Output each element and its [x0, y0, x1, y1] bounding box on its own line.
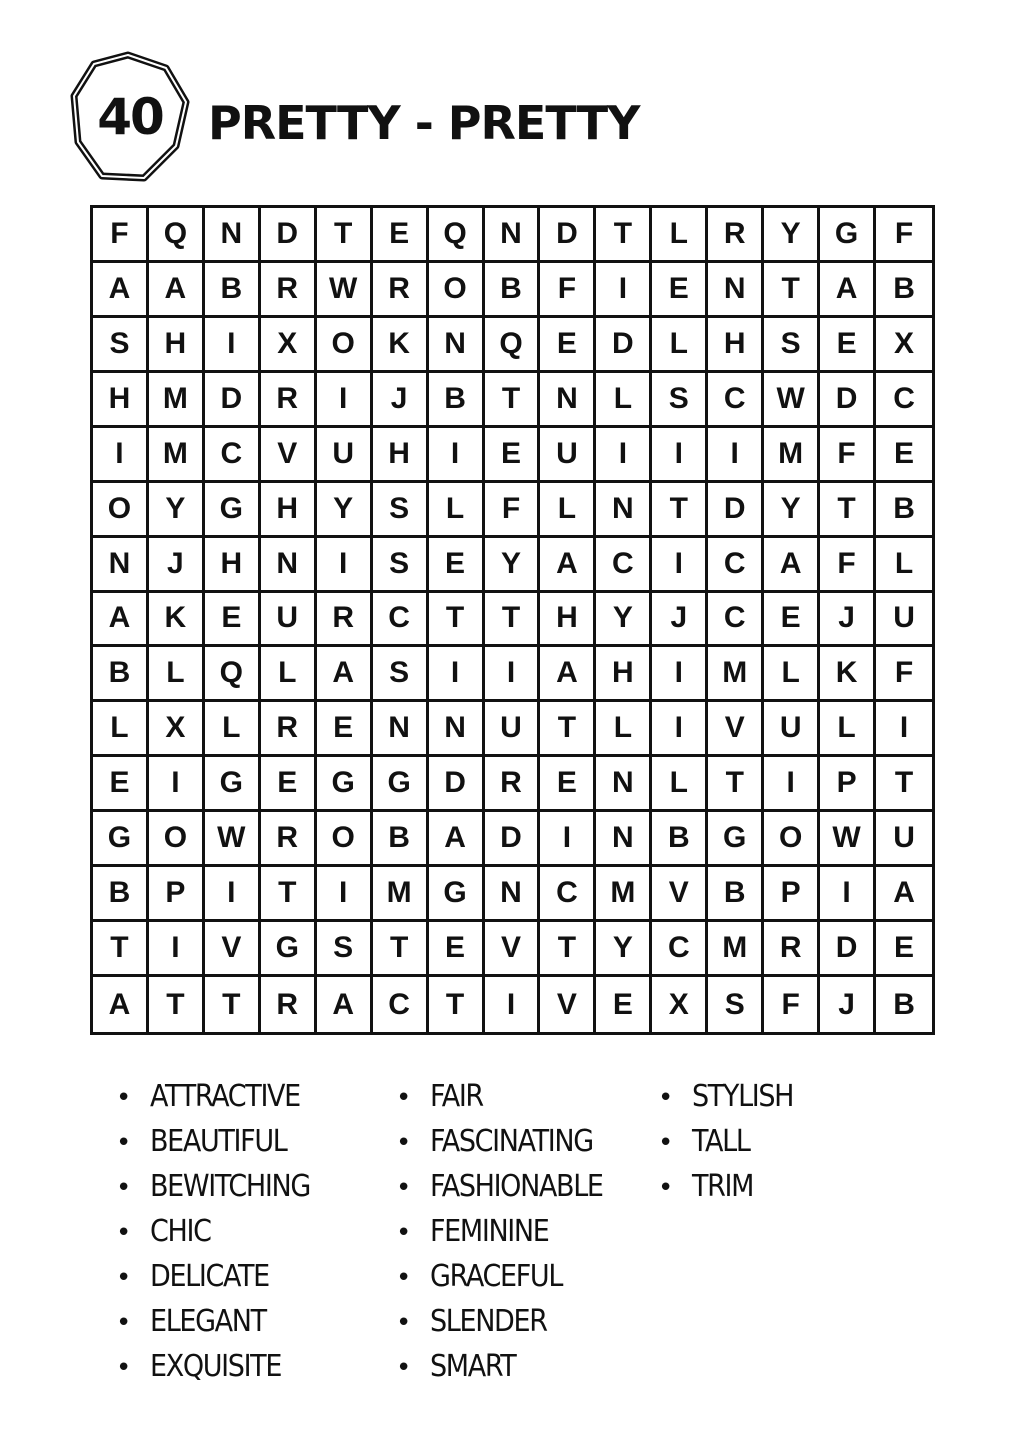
grid-cell[interactable]: I: [708, 428, 764, 483]
grid-cell[interactable]: M: [149, 428, 205, 483]
word-list-item: [116, 1166, 328, 1211]
grid-cell[interactable]: X: [652, 977, 708, 1032]
grid-cell[interactable]: M: [149, 373, 205, 428]
grid-cell[interactable]: T: [93, 922, 149, 977]
word-text: SLENDER: [430, 1304, 547, 1339]
grid-cell[interactable]: T: [652, 483, 708, 538]
grid-cell[interactable]: E: [93, 757, 149, 812]
grid-cell[interactable]: H: [708, 318, 764, 373]
grid-cell[interactable]: P: [820, 757, 876, 812]
grid-cell[interactable]: A: [317, 647, 373, 702]
grid-cell[interactable]: N: [596, 812, 652, 867]
grid-cell[interactable]: T: [429, 977, 485, 1032]
bullet-icon: •: [396, 1128, 412, 1158]
grid-cell[interactable]: D: [820, 922, 876, 977]
grid-cell[interactable]: L: [93, 702, 149, 757]
grid-cell[interactable]: S: [373, 647, 429, 702]
grid-cell[interactable]: E: [317, 702, 373, 757]
word-text: FEMININE: [430, 1214, 549, 1249]
grid-cell[interactable]: T: [708, 757, 764, 812]
grid-cell[interactable]: H: [93, 373, 149, 428]
grid-cell[interactable]: I: [317, 867, 373, 922]
grid-cell[interactable]: B: [652, 812, 708, 867]
grid-cell[interactable]: F: [540, 263, 596, 318]
grid-cell[interactable]: K: [373, 318, 429, 373]
grid-cell[interactable]: N: [93, 538, 149, 593]
grid-cell[interactable]: I: [596, 428, 652, 483]
word-list-item: [116, 1346, 328, 1391]
grid-cell[interactable]: R: [764, 922, 820, 977]
word-text: ELEGANT: [150, 1304, 266, 1339]
grid-cell[interactable]: E: [652, 263, 708, 318]
grid-cell[interactable]: P: [764, 867, 820, 922]
grid-cell[interactable]: D: [708, 483, 764, 538]
grid-cell[interactable]: T: [485, 593, 541, 648]
grid-cell[interactable]: Q: [205, 647, 261, 702]
word-column: [116, 1076, 328, 1391]
word-column: [658, 1076, 804, 1211]
grid-cell[interactable]: L: [652, 757, 708, 812]
grid-cell[interactable]: L: [429, 483, 485, 538]
grid-cell[interactable]: U: [876, 593, 932, 648]
grid-cell[interactable]: A: [764, 538, 820, 593]
grid-cell[interactable]: T: [149, 977, 205, 1032]
grid-cell[interactable]: C: [708, 373, 764, 428]
grid-cell[interactable]: L: [205, 702, 261, 757]
grid-cell[interactable]: G: [820, 208, 876, 263]
grid-cell[interactable]: A: [93, 977, 149, 1032]
bullet-icon: •: [116, 1173, 132, 1203]
bullet-icon: •: [116, 1218, 132, 1248]
grid-cell[interactable]: L: [876, 538, 932, 593]
bullet-icon: •: [396, 1083, 412, 1113]
grid-cell[interactable]: B: [429, 373, 485, 428]
grid-cell[interactable]: E: [876, 428, 932, 483]
grid-cell[interactable]: M: [373, 867, 429, 922]
grid-cell[interactable]: E: [876, 922, 932, 977]
word-list: [0, 1076, 1024, 1396]
grid-cell[interactable]: H: [596, 647, 652, 702]
grid-cell[interactable]: U: [540, 428, 596, 483]
bullet-icon: •: [116, 1128, 132, 1158]
word-text: STYLISH: [692, 1079, 794, 1114]
word-list-item: [658, 1121, 804, 1166]
grid-cell[interactable]: N: [429, 318, 485, 373]
page-title: PRETTY - PRETTY: [208, 96, 640, 150]
grid-cell[interactable]: I: [876, 702, 932, 757]
grid-cell[interactable]: N: [261, 538, 317, 593]
word-list-item: [116, 1301, 328, 1346]
word-text: TRIM: [692, 1169, 754, 1204]
grid-cell[interactable]: Y: [764, 208, 820, 263]
bullet-icon: •: [396, 1218, 412, 1248]
bullet-icon: •: [116, 1083, 132, 1113]
bullet-icon: •: [658, 1128, 674, 1158]
grid-cell[interactable]: A: [820, 263, 876, 318]
grid-cell[interactable]: O: [317, 318, 373, 373]
word-text: BEAUTIFUL: [150, 1124, 287, 1159]
grid-cell[interactable]: A: [876, 867, 932, 922]
grid-cell[interactable]: E: [764, 593, 820, 648]
grid-cell[interactable]: Y: [317, 483, 373, 538]
grid-cell[interactable]: Y: [485, 538, 541, 593]
grid-cell[interactable]: D: [429, 757, 485, 812]
grid-cell[interactable]: E: [596, 977, 652, 1032]
word-list-item: [396, 1256, 622, 1301]
grid-cell[interactable]: N: [429, 702, 485, 757]
grid-cell[interactable]: I: [205, 867, 261, 922]
grid-cell[interactable]: A: [540, 538, 596, 593]
grid-cell[interactable]: S: [652, 373, 708, 428]
grid-cell[interactable]: E: [429, 538, 485, 593]
grid-cell[interactable]: E: [485, 428, 541, 483]
grid-cell[interactable]: C: [205, 428, 261, 483]
bullet-icon: •: [396, 1173, 412, 1203]
grid-cell[interactable]: R: [261, 373, 317, 428]
grid-cell[interactable]: T: [373, 922, 429, 977]
word-list-item: [396, 1346, 622, 1391]
bullet-icon: •: [116, 1353, 132, 1383]
grid-cell[interactable]: K: [820, 647, 876, 702]
grid-cell[interactable]: B: [876, 263, 932, 318]
grid-cell[interactable]: Q: [149, 208, 205, 263]
grid-cell[interactable]: H: [149, 318, 205, 373]
grid-cell[interactable]: L: [764, 647, 820, 702]
grid-cell[interactable]: G: [429, 867, 485, 922]
grid-cell[interactable]: X: [876, 318, 932, 373]
grid-cell[interactable]: O: [149, 812, 205, 867]
grid-cell[interactable]: V: [708, 702, 764, 757]
grid-cell[interactable]: N: [485, 867, 541, 922]
grid-cell[interactable]: V: [485, 922, 541, 977]
grid-cell[interactable]: L: [596, 373, 652, 428]
grid-cell[interactable]: T: [485, 373, 541, 428]
grid-cell[interactable]: R: [261, 812, 317, 867]
grid-cell[interactable]: C: [373, 977, 429, 1032]
grid-cell[interactable]: N: [596, 483, 652, 538]
grid-cell[interactable]: E: [205, 593, 261, 648]
grid-cell[interactable]: N: [540, 373, 596, 428]
grid-cell[interactable]: I: [317, 373, 373, 428]
grid-cell[interactable]: W: [764, 373, 820, 428]
grid-cell[interactable]: I: [652, 702, 708, 757]
grid-cell[interactable]: L: [652, 318, 708, 373]
grid-cell[interactable]: F: [93, 208, 149, 263]
grid-cell[interactable]: T: [429, 593, 485, 648]
grid-cell[interactable]: L: [540, 483, 596, 538]
grid-cell[interactable]: C: [876, 373, 932, 428]
grid-cell[interactable]: I: [429, 428, 485, 483]
grid-cell[interactable]: F: [820, 538, 876, 593]
grid-cell[interactable]: Y: [596, 922, 652, 977]
grid-cell[interactable]: A: [93, 593, 149, 648]
grid-cell[interactable]: J: [820, 593, 876, 648]
grid-cell[interactable]: U: [317, 428, 373, 483]
grid-cell[interactable]: B: [373, 812, 429, 867]
word-column: [396, 1076, 622, 1391]
grid-cell[interactable]: D: [205, 373, 261, 428]
grid-cell[interactable]: S: [317, 922, 373, 977]
word-list-item: [116, 1076, 328, 1121]
grid-cell[interactable]: W: [317, 263, 373, 318]
grid-cell[interactable]: U: [485, 702, 541, 757]
grid-cell[interactable]: A: [149, 263, 205, 318]
grid-cell[interactable]: E: [429, 922, 485, 977]
grid-cell[interactable]: T: [205, 977, 261, 1032]
grid-cell[interactable]: Y: [149, 483, 205, 538]
grid-cell[interactable]: K: [149, 593, 205, 648]
grid-cell[interactable]: I: [764, 757, 820, 812]
grid-cell[interactable]: E: [540, 757, 596, 812]
grid-cell[interactable]: I: [652, 538, 708, 593]
grid-cell[interactable]: H: [261, 483, 317, 538]
bullet-icon: •: [116, 1263, 132, 1293]
grid-cell[interactable]: S: [708, 977, 764, 1032]
grid-cell[interactable]: G: [205, 757, 261, 812]
grid-cell[interactable]: I: [205, 318, 261, 373]
grid-cell[interactable]: L: [149, 647, 205, 702]
grid-cell[interactable]: B: [708, 867, 764, 922]
word-text: BEWITCHING: [150, 1169, 310, 1204]
word-list-item: [396, 1211, 622, 1256]
grid-cell[interactable]: C: [708, 593, 764, 648]
grid-cell[interactable]: W: [205, 812, 261, 867]
grid-cell[interactable]: P: [149, 867, 205, 922]
grid-cell[interactable]: I: [317, 538, 373, 593]
grid-cell[interactable]: L: [652, 208, 708, 263]
grid-cell[interactable]: H: [540, 593, 596, 648]
grid-cell[interactable]: I: [429, 647, 485, 702]
grid-cell[interactable]: V: [540, 977, 596, 1032]
grid-cell[interactable]: J: [652, 593, 708, 648]
grid-cell[interactable]: M: [596, 867, 652, 922]
grid-cell[interactable]: G: [93, 812, 149, 867]
grid-cell[interactable]: J: [820, 977, 876, 1032]
grid-cell[interactable]: B: [205, 263, 261, 318]
word-text: SMART: [430, 1349, 516, 1384]
word-text: FASCINATING: [430, 1124, 593, 1159]
word-text: FAIR: [430, 1079, 483, 1114]
grid-cell[interactable]: Y: [764, 483, 820, 538]
grid-cell[interactable]: G: [261, 922, 317, 977]
grid-cell[interactable]: N: [373, 702, 429, 757]
word-list-item: [116, 1256, 328, 1301]
grid-cell[interactable]: R: [373, 263, 429, 318]
word-text: GRACEFUL: [430, 1259, 563, 1294]
word-list-item: [658, 1166, 804, 1211]
bullet-icon: •: [396, 1308, 412, 1338]
word-list-item: [396, 1301, 622, 1346]
grid-cell[interactable]: A: [429, 812, 485, 867]
word-text: FASHIONABLE: [430, 1169, 603, 1204]
grid-cell[interactable]: O: [429, 263, 485, 318]
grid-cell[interactable]: I: [820, 867, 876, 922]
grid-cell[interactable]: F: [485, 483, 541, 538]
grid-cell[interactable]: D: [820, 373, 876, 428]
grid-cell[interactable]: D: [540, 208, 596, 263]
word-list-item: [396, 1166, 622, 1211]
word-list-item: [116, 1121, 328, 1166]
grid-cell[interactable]: G: [373, 757, 429, 812]
grid-cell[interactable]: C: [540, 867, 596, 922]
puzzle-number: 40: [97, 88, 163, 146]
grid-cell[interactable]: L: [261, 647, 317, 702]
grid-cell[interactable]: J: [149, 538, 205, 593]
grid-cell[interactable]: R: [261, 977, 317, 1032]
grid-cell[interactable]: U: [764, 702, 820, 757]
grid-cell[interactable]: D: [261, 208, 317, 263]
word-list-item: [658, 1076, 804, 1121]
grid-cell[interactable]: T: [540, 922, 596, 977]
grid-cell[interactable]: S: [93, 318, 149, 373]
grid-cell[interactable]: I: [652, 428, 708, 483]
grid-cell[interactable]: E: [373, 208, 429, 263]
grid-cell[interactable]: B: [893, 987, 915, 1021]
grid-cell[interactable]: U: [876, 812, 932, 867]
word-text: DELICATE: [150, 1259, 269, 1294]
grid-cell[interactable]: C: [373, 593, 429, 648]
grid-cell[interactable]: B: [93, 647, 149, 702]
grid-cell[interactable]: V: [205, 922, 261, 977]
grid-cell[interactable]: Q: [485, 318, 541, 373]
grid-cell[interactable]: J: [373, 373, 429, 428]
grid-cell[interactable]: H: [205, 538, 261, 593]
grid-cell[interactable]: I: [485, 977, 541, 1032]
word-text: CHIC: [150, 1214, 211, 1249]
grid-cell[interactable]: T: [876, 757, 932, 812]
grid-cell[interactable]: B: [93, 867, 149, 922]
grid-cell[interactable]: Q: [429, 208, 485, 263]
word-text: ATTRACTIVE: [150, 1079, 300, 1114]
grid-cell[interactable]: B: [485, 263, 541, 318]
grid-cell[interactable]: I: [149, 922, 205, 977]
grid-cell[interactable]: G: [317, 757, 373, 812]
grid-cell[interactable]: R: [261, 263, 317, 318]
grid-cell[interactable]: E: [820, 318, 876, 373]
grid-cell[interactable]: T: [261, 867, 317, 922]
grid-cell[interactable]: D: [596, 318, 652, 373]
bullet-icon: •: [396, 1263, 412, 1293]
grid-cell[interactable]: U: [261, 593, 317, 648]
bullet-icon: •: [116, 1308, 132, 1338]
grid-cell[interactable]: T: [764, 263, 820, 318]
grid-cell[interactable]: H: [373, 428, 429, 483]
word-list-item: [396, 1121, 622, 1166]
grid-cell[interactable]: I: [93, 428, 149, 483]
grid-cell[interactable]: M: [708, 922, 764, 977]
grid-cell[interactable]: I: [149, 757, 205, 812]
grid-cell[interactable]: E: [261, 757, 317, 812]
grid-cell[interactable]: C: [708, 538, 764, 593]
grid-cell[interactable]: L: [820, 702, 876, 757]
grid-cell[interactable]: T: [540, 702, 596, 757]
grid-cell[interactable]: G: [708, 812, 764, 867]
grid-cell[interactable]: X: [261, 318, 317, 373]
word-search-grid: [90, 205, 935, 1035]
grid-cell[interactable]: I: [596, 263, 652, 318]
grid-cell[interactable]: B: [876, 483, 932, 538]
grid-cell[interactable]: C: [596, 538, 652, 593]
grid-cell[interactable]: V: [652, 867, 708, 922]
grid-cell[interactable]: W: [820, 812, 876, 867]
word-list-item: [396, 1076, 622, 1121]
word-text: EXQUISITE: [150, 1349, 282, 1384]
puzzle-number-badge: [68, 50, 192, 184]
word-list-item: [116, 1211, 328, 1256]
grid-cell[interactable]: F: [820, 428, 876, 483]
grid-cell[interactable]: S: [764, 318, 820, 373]
grid-cell[interactable]: I: [540, 812, 596, 867]
grid-cell[interactable]: A: [93, 263, 149, 318]
grid-cell[interactable]: Y: [596, 593, 652, 648]
grid-cell[interactable]: M: [764, 428, 820, 483]
grid-cell[interactable]: V: [261, 428, 317, 483]
grid-cell[interactable]: F: [876, 208, 932, 263]
grid-cell[interactable]: R: [708, 208, 764, 263]
grid-cell[interactable]: I: [652, 647, 708, 702]
grid-cell[interactable]: G: [205, 483, 261, 538]
bullet-icon: •: [396, 1353, 412, 1383]
grid-cell[interactable]: E: [540, 318, 596, 373]
word-text: TALL: [692, 1124, 750, 1159]
grid-cell[interactable]: T: [317, 208, 373, 263]
grid-cell[interactable]: A: [540, 647, 596, 702]
grid-cell[interactable]: X: [149, 702, 205, 757]
grid-cell[interactable]: R: [261, 702, 317, 757]
grid-cell[interactable]: N: [485, 208, 541, 263]
grid-cell[interactable]: O: [93, 483, 149, 538]
grid-cell[interactable]: I: [485, 647, 541, 702]
grid-cell[interactable]: M: [708, 647, 764, 702]
grid-cell[interactable]: A: [317, 977, 373, 1032]
grid-cell[interactable]: R: [485, 757, 541, 812]
grid-cell[interactable]: N: [708, 263, 764, 318]
grid-cell[interactable]: N: [596, 757, 652, 812]
grid-cell[interactable]: S: [373, 538, 429, 593]
grid-cell[interactable]: L: [596, 702, 652, 757]
grid-cell[interactable]: R: [317, 593, 373, 648]
grid-cell[interactable]: S: [373, 483, 429, 538]
grid-cell[interactable]: T: [820, 483, 876, 538]
grid-cell[interactable]: D: [485, 812, 541, 867]
grid-cell[interactable]: N: [205, 208, 261, 263]
grid-cell[interactable]: O: [317, 812, 373, 867]
grid-cell[interactable]: F: [876, 647, 932, 702]
bullet-icon: •: [658, 1083, 674, 1113]
bullet-icon: •: [658, 1173, 674, 1203]
grid-cell[interactable]: F: [764, 977, 820, 1032]
grid-cell[interactable]: C: [652, 922, 708, 977]
grid-cell[interactable]: T: [596, 208, 652, 263]
grid-cell[interactable]: O: [764, 812, 820, 867]
